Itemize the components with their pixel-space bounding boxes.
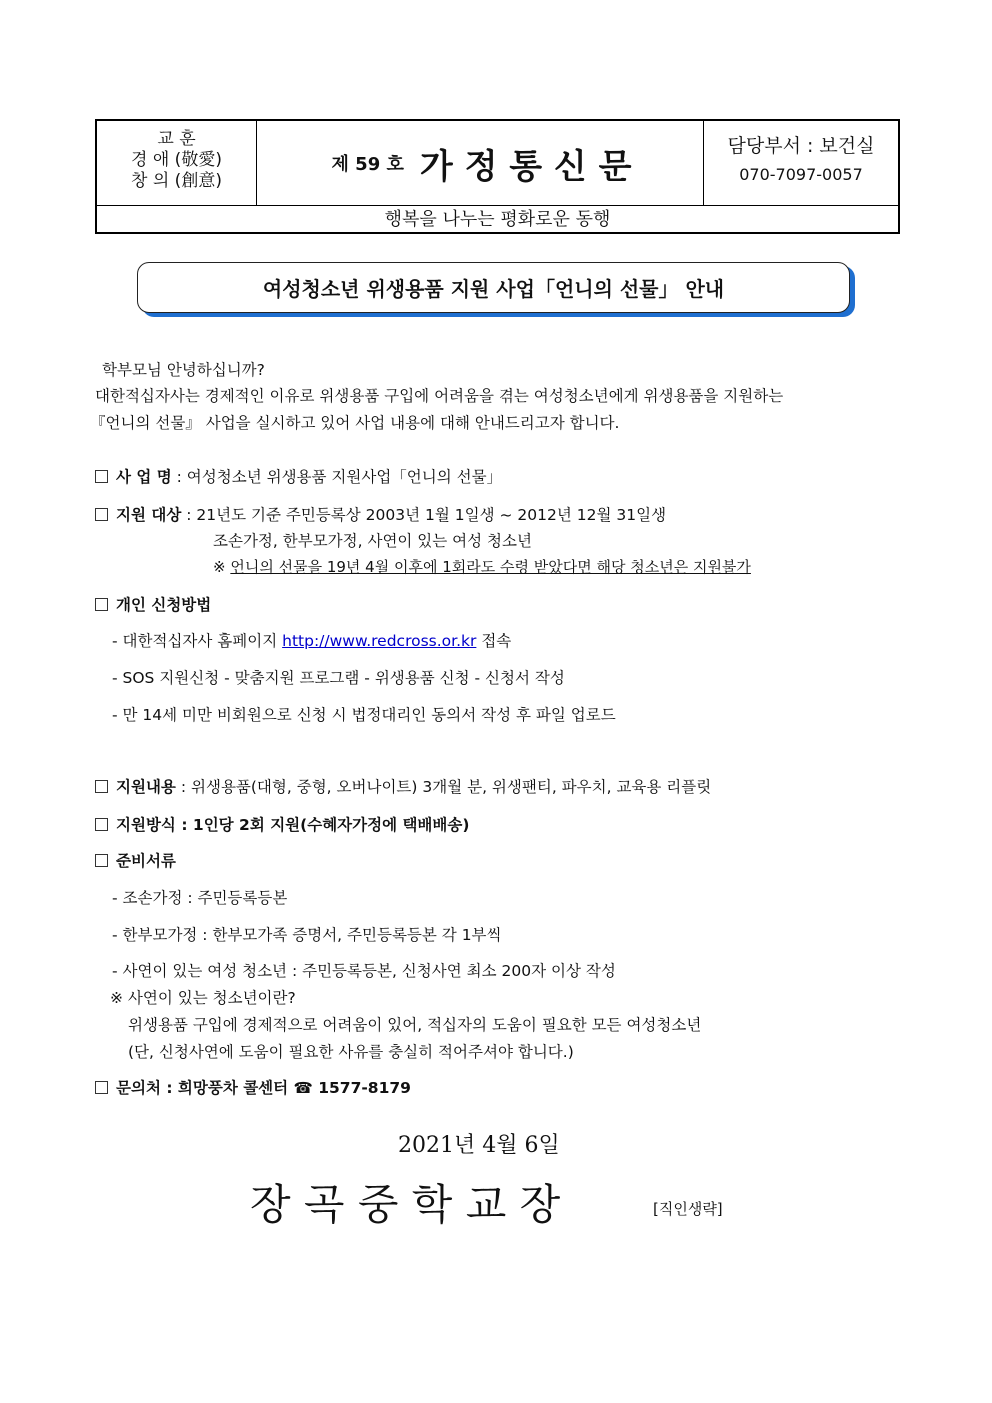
target-note <box>213 557 751 577</box>
business-value: : 여성청소년 위생용품 지원사업「언니의 선물」 <box>176 468 503 486</box>
business-label: 사 업 명 <box>116 468 172 486</box>
intro-line-1: 대한적십자사는 경제적인 이유로 위생용품 구입에 어려움을 겪는 여성청소년에게 위생용품을 지원하는 <box>95 387 784 405</box>
content-label: 지원내용 <box>116 778 176 796</box>
content-value: : 위생용품(대형, 중형, 오버나이트) 3개월 분, 위생팬티, 파우치, 교육용 리플릿 <box>180 778 712 796</box>
redcross-link[interactable]: http://www.redcross.or.kr <box>282 632 477 650</box>
principal-signature: 장 곡 중 학 교 장 <box>250 1180 561 1229</box>
motto-line-1: 경 애 (敬愛) <box>131 150 222 170</box>
department-phone: 070-7097-0057 <box>739 165 863 184</box>
docs-note-title: ※ 사연이 있는 청소년이란? <box>110 989 296 1007</box>
apply-step-1 <box>112 631 511 651</box>
docs-note-line-1: 위생용품 구입에 경제적으로 어려움이 있어, 적십자의 도움이 필요한 모든 여성청소년 <box>128 1016 702 1034</box>
checkbox-icon <box>95 508 108 521</box>
target-row <box>95 505 666 525</box>
note-mark: ※ <box>213 558 226 576</box>
intro-line-2: 『언니의 선물』 사업을 실시하고 있어 사업 내용에 대해 안내드리고자 합니다. <box>90 414 620 432</box>
apply-step-2: - SOS 지원신청 - 맞춤지원 프로그램 - 위생용품 신청 - 신청서 작성 <box>112 669 565 687</box>
content-row <box>95 777 711 797</box>
docs-item-2: - 한부모가정 : 한부모가족 증명서, 주민등록등본 각 1부씩 <box>112 926 502 944</box>
target-note-text: 언니의 선물을 19년 4월 이후에 1회라도 수령 받았다면 해당 청소년은 지원불가 <box>230 558 751 576</box>
docs-item-1: - 조손가정 : 주민등록등본 <box>112 889 288 907</box>
docs-label: 준비서류 <box>116 852 176 870</box>
inquiry-row <box>95 1078 411 1098</box>
masthead-title: 가 정 통 신 문 <box>419 146 632 187</box>
target-label: 지원 대상 <box>116 506 182 524</box>
header-top-row <box>97 121 898 206</box>
greeting: 학부모님 안녕하십니까? <box>102 361 265 379</box>
docs-heading <box>95 851 176 871</box>
docs-item-3: - 사연이 있는 여성 청소년 : 주민등록등본, 신청사연 최소 200자 이상 작성 <box>112 962 616 980</box>
checkbox-icon <box>95 818 108 831</box>
checkbox-icon <box>95 780 108 793</box>
apply-step-3: - 만 14세 미만 비회원으로 신청 시 법정대리인 동의서 작성 후 파일 업로드 <box>112 706 616 724</box>
school-motto <box>97 121 257 205</box>
notice-title: 여성청소년 위생용품 지원 사업「언니의 선물」 안내 <box>137 262 850 313</box>
apply-step-1-post: 접속 <box>481 632 512 650</box>
department-info <box>703 121 898 205</box>
issue-number: 제 59 호 <box>331 154 404 175</box>
method-row <box>95 815 469 835</box>
department-name: 담당부서 : 보건실 <box>727 135 875 157</box>
checkbox-icon <box>95 854 108 867</box>
motto-label: 교 훈 <box>157 129 196 149</box>
slogan: 행복을 나누는 평화로운 동행 <box>384 209 611 230</box>
seal-omitted: [직인생략] <box>653 1200 723 1218</box>
checkbox-icon <box>95 470 108 483</box>
apply-label: 개인 신청방법 <box>116 596 212 614</box>
apply-heading <box>95 595 211 615</box>
method-label: 지원방식 <box>116 816 176 834</box>
target-line-2: 조손가정, 한부모가정, 사연이 있는 여성 청소년 <box>213 532 532 550</box>
checkbox-icon <box>95 598 108 611</box>
motto-line-2: 창 의 (創意) <box>131 171 222 191</box>
issue-date: 2021년 4월 6일 <box>398 1133 560 1158</box>
business-row <box>95 467 502 487</box>
checkbox-icon <box>95 1081 108 1094</box>
apply-step-1-pre: - 대한적십자사 홈페이지 <box>112 632 278 650</box>
newsletter-header <box>95 119 900 234</box>
inquiry-value: : 희망풍차 콜센터 ☎ 1577-8179 <box>166 1079 411 1097</box>
target-line-1: : 21년도 기준 주민등록상 2003년 1월 1일생 ~ 2012년 12월 31일생 <box>186 506 667 524</box>
inquiry-label: 문의처 <box>116 1079 161 1097</box>
method-value: : 1인당 2회 지원(수혜자가정에 택배배송) <box>181 816 470 834</box>
docs-note-line-2: (단, 신청사연에 도움이 필요한 사유를 충실히 적어주셔야 합니다.) <box>128 1043 574 1061</box>
masthead-cell <box>258 121 705 205</box>
